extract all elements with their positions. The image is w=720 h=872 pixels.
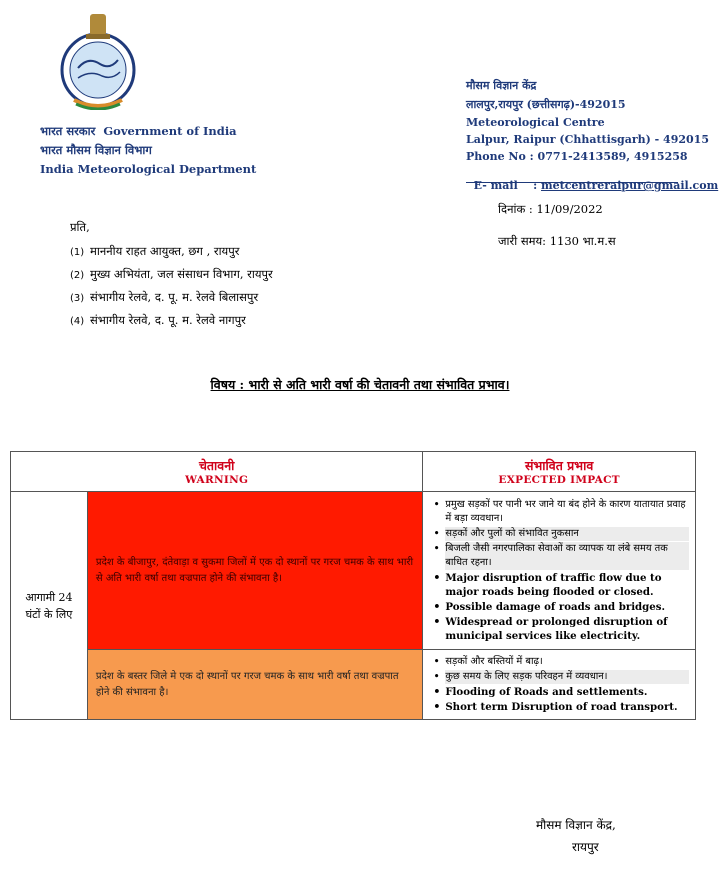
email-label: E- mail : bbox=[473, 179, 538, 192]
impact-item: • Possible damage of roads and bridges. bbox=[445, 600, 689, 614]
impact-item: • सड़कों और बस्तियों में बाढ़। bbox=[445, 655, 689, 669]
impact-item: • बिजली जैसी नगरपालिका सेवाओं का व्यापक या लंबे समय तक बाधित रहना। bbox=[445, 542, 689, 570]
issue-time: जारी समय: 1130 भा.म.स bbox=[498, 234, 616, 248]
issue-date: दिनांक : 11/09/2022 bbox=[498, 202, 603, 216]
impact-item: • Flooding of Roads and settlements. bbox=[445, 685, 689, 699]
impact-item: • प्रमुख सड़कों पर पानी भर जाने या बंद होने के कारण यातायात प्रवाह में बड़ा व्यवधान। bbox=[445, 498, 689, 526]
address-english: Lalpur, Raipur (Chhattisgarh) - 492015 bbox=[466, 133, 709, 146]
imd-hindi-line: भारत मौसम विज्ञान विभाग bbox=[40, 143, 152, 157]
imd-logo bbox=[48, 8, 148, 110]
email-link[interactable]: metcentreraipur@gmail.com bbox=[541, 179, 719, 192]
impact-item: • सड़कों और पुलों को संभावित नुकसान bbox=[445, 527, 689, 541]
warning-header: चेतावनी WARNING bbox=[11, 452, 423, 492]
recipient-3: (3) संभागीय रेलवे, द. पू. म. रेलवे बिलासपुर bbox=[70, 290, 259, 304]
recipient-4: (4) संभागीय रेलवे, द. पू. म. रेलवे नागपुर bbox=[70, 313, 246, 327]
office-english: Meteorological Centre bbox=[466, 116, 605, 129]
header-divider bbox=[466, 182, 678, 183]
to-label: प्रति, bbox=[70, 220, 90, 234]
impact-item: • Short term Disruption of road transport. bbox=[445, 700, 689, 714]
warning-orange-cell: प्रदेश के बस्तर जिले मे एक दो स्थानों पर गरज चमक के साथ भारी वर्षा तथा वज्रपात होने की संभावना है। bbox=[87, 650, 422, 720]
recipient-1: (1) माननीय राहत आयुक्त, छग , रायपुर bbox=[70, 244, 240, 258]
impact-item: • कुछ समय के लिए सड़क परिवहन में व्यवधान। bbox=[445, 670, 689, 684]
office-hindi: मौसम विज्ञान केंद्र bbox=[466, 79, 537, 92]
warning-table bbox=[10, 451, 696, 720]
impact-header: संभावित प्रभाव EXPECTED IMPACT bbox=[423, 452, 696, 492]
phone-number: Phone No : 0771-2413589, 4915258 bbox=[466, 150, 688, 163]
impact-red-cell bbox=[423, 492, 696, 650]
signature-city: रायपुर bbox=[572, 840, 599, 854]
email-row bbox=[466, 166, 718, 192]
imd-english-line: India Meteorological Department bbox=[40, 162, 257, 176]
govt-of-india-line: भारत सरकार Government of India bbox=[40, 124, 237, 138]
address-hindi: लालपुर,रायपुर (छत्तीसगढ़)-492015 bbox=[466, 98, 626, 111]
subject-line: विषय : भारी से अति भारी वर्षा की चेतावनी तथा संभावित प्रभाव। bbox=[210, 377, 510, 392]
period-cell: आगामी 24 घंटों के लिए bbox=[11, 492, 88, 720]
impact-orange-cell bbox=[423, 650, 696, 720]
impact-item: • Widespread or prolonged disruption of municipal services like electricity. bbox=[445, 615, 689, 643]
recipient-2: (2) मुख्य अभियंता, जल संसाधन विभाग, रायपुर bbox=[70, 267, 273, 281]
signature-office: मौसम विज्ञान केंद्र, bbox=[536, 818, 616, 832]
impact-item: • Major disruption of traffic flow due to major roads being flooded or closed. bbox=[445, 571, 689, 599]
warning-red-cell: प्रदेश के बीजापुर, दंतेवाड़ा व सुकमा जिलों में एक दो स्थानों पर गरज चमक के साथ भारी से अति भारी वर्षा तथा वज्रपात होने की संभावना है। bbox=[87, 492, 422, 650]
